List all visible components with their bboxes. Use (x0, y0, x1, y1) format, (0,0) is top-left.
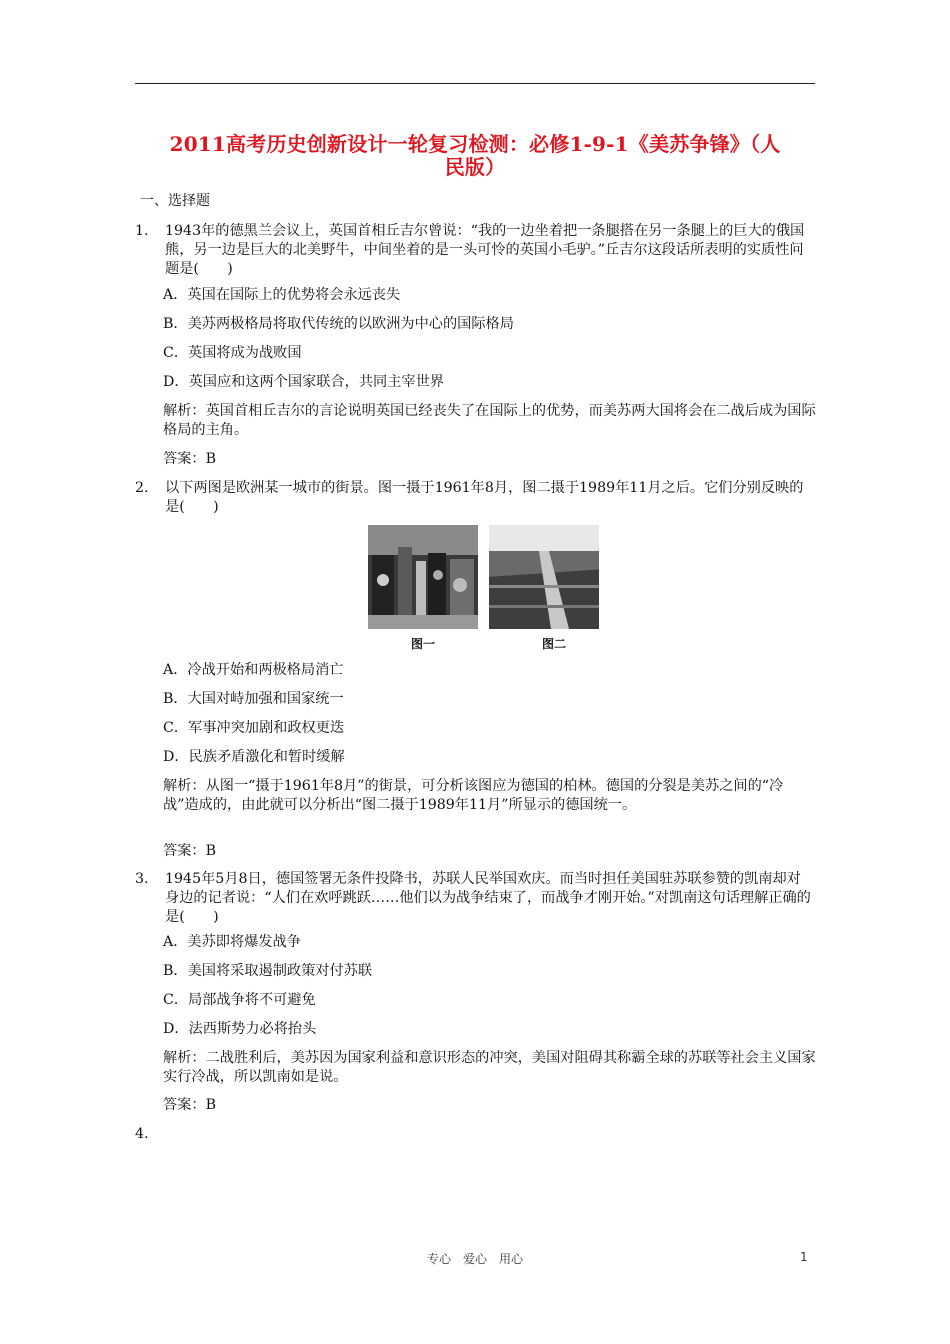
question-2-number: 2. (135, 480, 149, 496)
question-1-answer: 答案：B (163, 451, 216, 467)
question-3-answer: 答案：B (163, 1097, 216, 1113)
figure-1-caption: 图一 (410, 637, 435, 651)
question-2-analysis: 解析：从图一“摄于1961年8月”的街景，可分析该图应为德国的柏林。德国的分裂是美苏之间的“冷战”造成的，由此就可以分析出“图二摄于1989年11月”所显示的德国统一。 (163, 778, 784, 813)
figure-pair (368, 525, 612, 653)
figure-2-caption: 图二 (541, 637, 566, 651)
section-heading: 一、选择题 (140, 193, 210, 209)
question-3-stem: 1945年5月8日，德国签署无条件投降书，苏联人民举国欢庆。而当时担任美国驻苏联参赞的凯南却对身边的记者说：“人们在欢呼跳跃……他们以为战争结束了，而战争才刚开始。”对凯南这句话理解正确的是( ) (165, 871, 811, 925)
title-line-1: 2011高考历史创新设计一轮复习检测：必修1-9-1《美苏争锋》（人 (169, 132, 781, 156)
question-1-number: 1. (135, 223, 149, 239)
question-2-answer: 答案：B (163, 843, 216, 859)
question-2-option-c: C．军事冲突加剧和政权更迭 (163, 720, 345, 736)
question-2-option-b: B．大国对峙加强和国家统一 (163, 691, 344, 707)
question-1-analysis: 解析：英国首相丘吉尔的言论说明英国已经丧失了在国际上的优势，而美苏两大国将会在二战后成为国际格局的主角。 (163, 403, 816, 438)
question-3-option-d: D．法西斯势力必将抬头 (163, 1021, 317, 1037)
question-1-stem: 1943年的德黑兰会议上，英国首相丘吉尔曾说：“我的一边坐着把一条腿搭在另一条腿上的巨大的俄国熊，另一边是巨大的北美野牛，中间坐着的是一头可怜的英国小毛驴。”丘吉尔这段话所表明的实质性问题是( ) (165, 223, 805, 277)
page-footer: 专心 爱心 用心 (426, 1252, 523, 1266)
question-3-option-b: B．美国将采取遏制政策对付苏联 (163, 963, 373, 979)
question-4-number: 4. (135, 1126, 149, 1142)
question-2-option-d: D．民族矛盾激化和暂时缓解 (163, 749, 345, 765)
header-rule (135, 83, 815, 84)
title-line-2: 民版） (444, 155, 506, 179)
question-1-option-b: B．美苏两极格局将取代传统的以欧洲为中心的国际格局 (163, 316, 514, 332)
question-3-analysis: 解析：二战胜利后，美苏因为国家利益和意识形态的冲突，美国对阻碍其称霸全球的苏联等社会主义国家实行冷战，所以凯南如是说。 (163, 1050, 816, 1085)
question-3-option-a: A．美苏即将爆发战争 (163, 934, 301, 950)
page-number: 1 (800, 1250, 808, 1264)
figure-1-photo (368, 525, 478, 629)
question-2-option-a: A．冷战开始和两极格局消亡 (163, 662, 344, 678)
figure-2-photo (489, 525, 599, 629)
question-3-number: 3. (135, 871, 149, 887)
question-2-stem: 以下两图是欧洲某一城市的街景。图一摄于1961年8月，图二摄于1989年11月之后。它们分别反映的是( ) (165, 480, 804, 515)
question-1-option-d: D．英国应和这两个国家联合，共同主宰世界 (163, 374, 444, 390)
question-1-option-a: A．英国在国际上的优势将会永远丧失 (163, 287, 401, 303)
question-3-option-c: C．局部战争将不可避免 (163, 992, 316, 1008)
question-1-option-c: C．英国将成为战败国 (163, 345, 302, 361)
document-title (135, 133, 815, 179)
